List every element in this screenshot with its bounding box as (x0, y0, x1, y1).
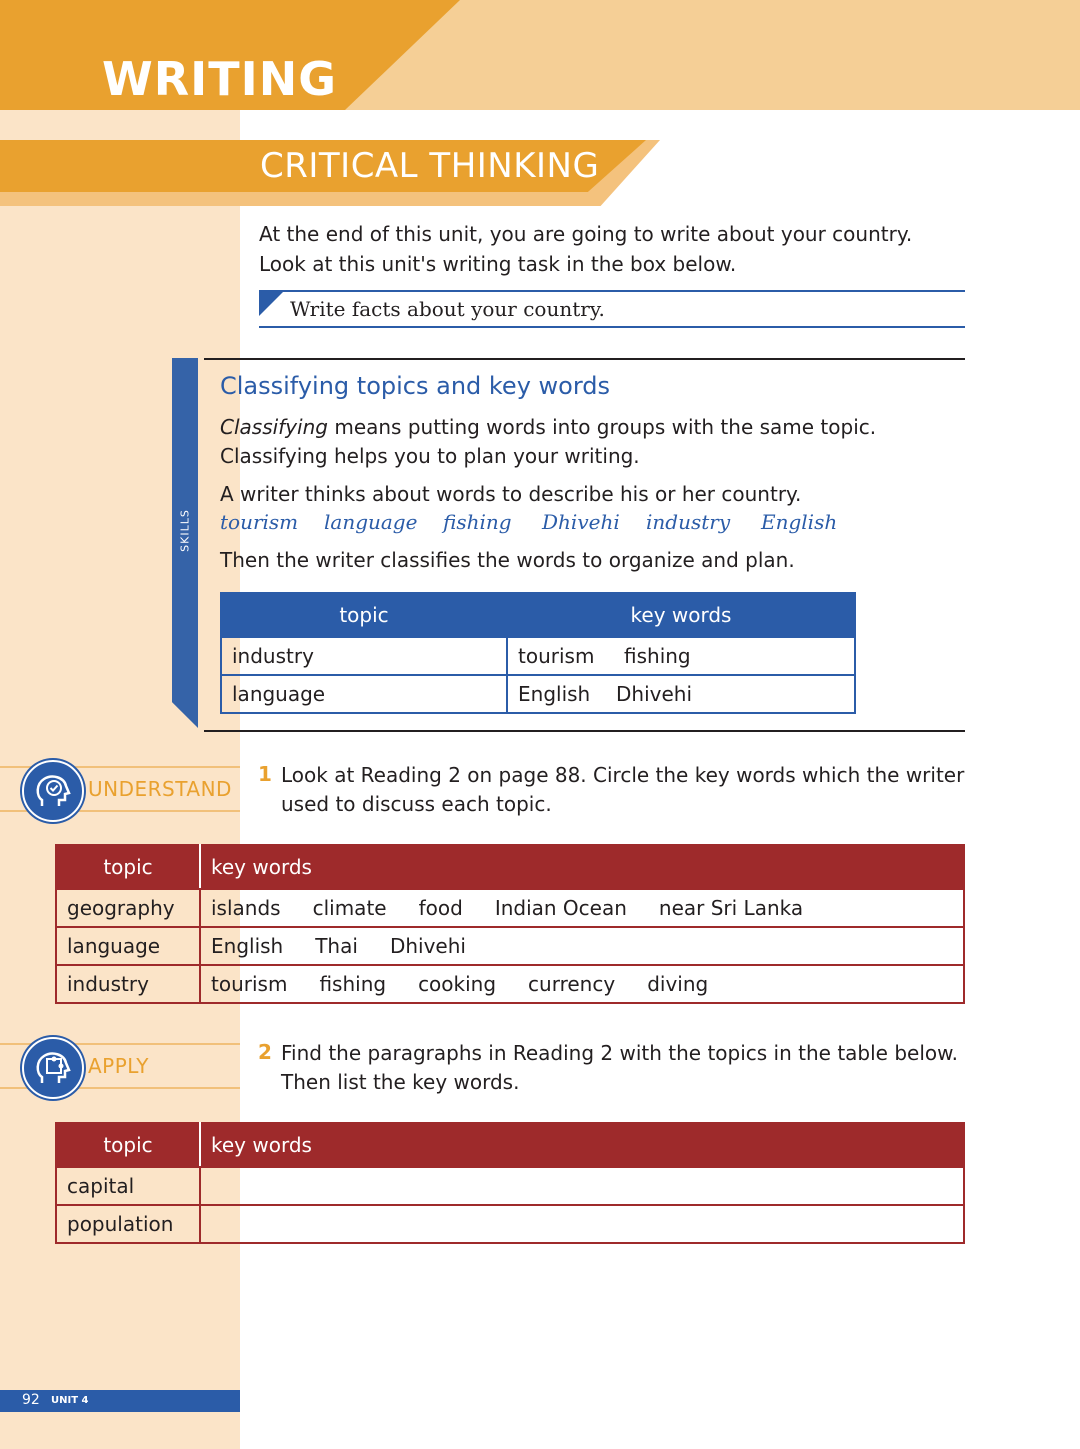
keywords-answer-cell[interactable] (200, 1205, 964, 1243)
keyword[interactable]: fishing (319, 972, 387, 996)
keywords-cell (507, 637, 855, 675)
understand-table (55, 844, 965, 1004)
handwritten-word: Dhivehi (542, 510, 620, 534)
skills-paragraph-2: A writer thinks about words to describe his or her country. (220, 482, 802, 506)
table-row (221, 675, 855, 713)
keyword[interactable]: climate (312, 896, 387, 920)
skills-tab-label: SKILLS (178, 509, 192, 552)
topic-cell: geography (56, 889, 200, 927)
keywords-cell (200, 965, 964, 1003)
apply-icon (22, 1037, 84, 1099)
keyword: Dhivehi (616, 682, 693, 706)
table-row (56, 1167, 964, 1205)
keyword: tourism (518, 644, 595, 668)
understand-icon (22, 760, 84, 822)
skills-heading: Classifying topics and key words (220, 372, 611, 400)
table-row (221, 637, 855, 675)
column-header-topic: topic (221, 593, 507, 637)
table-row (56, 1205, 964, 1243)
subsection-title: CRITICAL THINKING (260, 146, 600, 186)
keywords-answer-cell[interactable] (200, 1167, 964, 1205)
keyword[interactable]: English (211, 934, 284, 958)
exercise-instruction: Look at Reading 2 on page 88. Circle the key words which the writer used to discuss each topic. (281, 763, 965, 816)
understand-label: UNDERSTAND (88, 777, 232, 801)
task-corner-marker (259, 292, 283, 316)
skills-paragraph-1: Classifying means putting words into groups with the same topic. Classifying helps you to plan your writing. (220, 415, 877, 468)
apply-table (55, 1122, 965, 1244)
topic-cell: population (56, 1205, 200, 1243)
keyword[interactable]: Thai (315, 934, 358, 958)
table-header-row (221, 593, 855, 637)
puzzle-head-icon (24, 1039, 82, 1097)
column-header-topic: topic (56, 1123, 200, 1167)
keyword[interactable]: near Sri Lanka (658, 896, 804, 920)
handwritten-word: fishing (443, 510, 512, 534)
writing-task-box (259, 290, 965, 328)
exercise-number: 1 (258, 762, 272, 786)
keyword: fishing (624, 644, 691, 668)
keywords-cell (200, 927, 964, 965)
handwritten-word: industry (646, 510, 731, 534)
topic-cell: capital (56, 1167, 200, 1205)
unit-label: UNIT 4 (51, 1395, 89, 1406)
exercise-instruction: Find the paragraphs in Reading 2 with the topics in the table below. Then list the key words. (281, 1041, 959, 1094)
page-number: 92 (22, 1392, 40, 1408)
writing-task-text: Write facts about your country. (290, 297, 605, 321)
column-header-keywords: key words (200, 1123, 964, 1167)
section-title: WRITING (102, 52, 338, 106)
handwritten-word: English (761, 510, 838, 534)
head-check-icon (24, 762, 82, 820)
keyword[interactable]: currency (528, 972, 616, 996)
keyword[interactable]: diving (647, 972, 709, 996)
table-row (56, 965, 964, 1003)
keyword[interactable]: Indian Ocean (494, 896, 627, 920)
topic-cell: language (221, 675, 507, 713)
intro-text: At the end of this unit, you are going to write about your country. Look at this unit's writing task in the box below. (259, 222, 913, 276)
column-header-keywords: key words (507, 593, 855, 637)
handwritten-word: language (324, 510, 418, 534)
topic-cell: language (56, 927, 200, 965)
topic-cell: industry (56, 965, 200, 1003)
table-row (56, 889, 964, 927)
keyword[interactable]: food (418, 896, 463, 920)
topic-cell: industry (221, 637, 507, 675)
skills-paragraph-3: Then the writer classifies the words to organize and plan. (220, 548, 795, 572)
apply-label: APPLY (88, 1054, 150, 1078)
keywords-cell (200, 889, 964, 927)
keyword[interactable]: cooking (418, 972, 497, 996)
keyword[interactable]: islands (211, 896, 281, 920)
exercise-number: 2 (258, 1040, 272, 1064)
keyword[interactable]: tourism (211, 972, 288, 996)
table-header-row (56, 845, 964, 889)
keyword: English (518, 682, 591, 706)
keyword[interactable]: Dhivehi (389, 934, 466, 958)
column-header-keywords: key words (200, 845, 964, 889)
table-header-row (56, 1123, 964, 1167)
column-header-topic: topic (56, 845, 200, 889)
handwritten-word: tourism (220, 510, 299, 534)
table-row (56, 927, 964, 965)
skills-example-table (220, 592, 856, 714)
keywords-cell (507, 675, 855, 713)
